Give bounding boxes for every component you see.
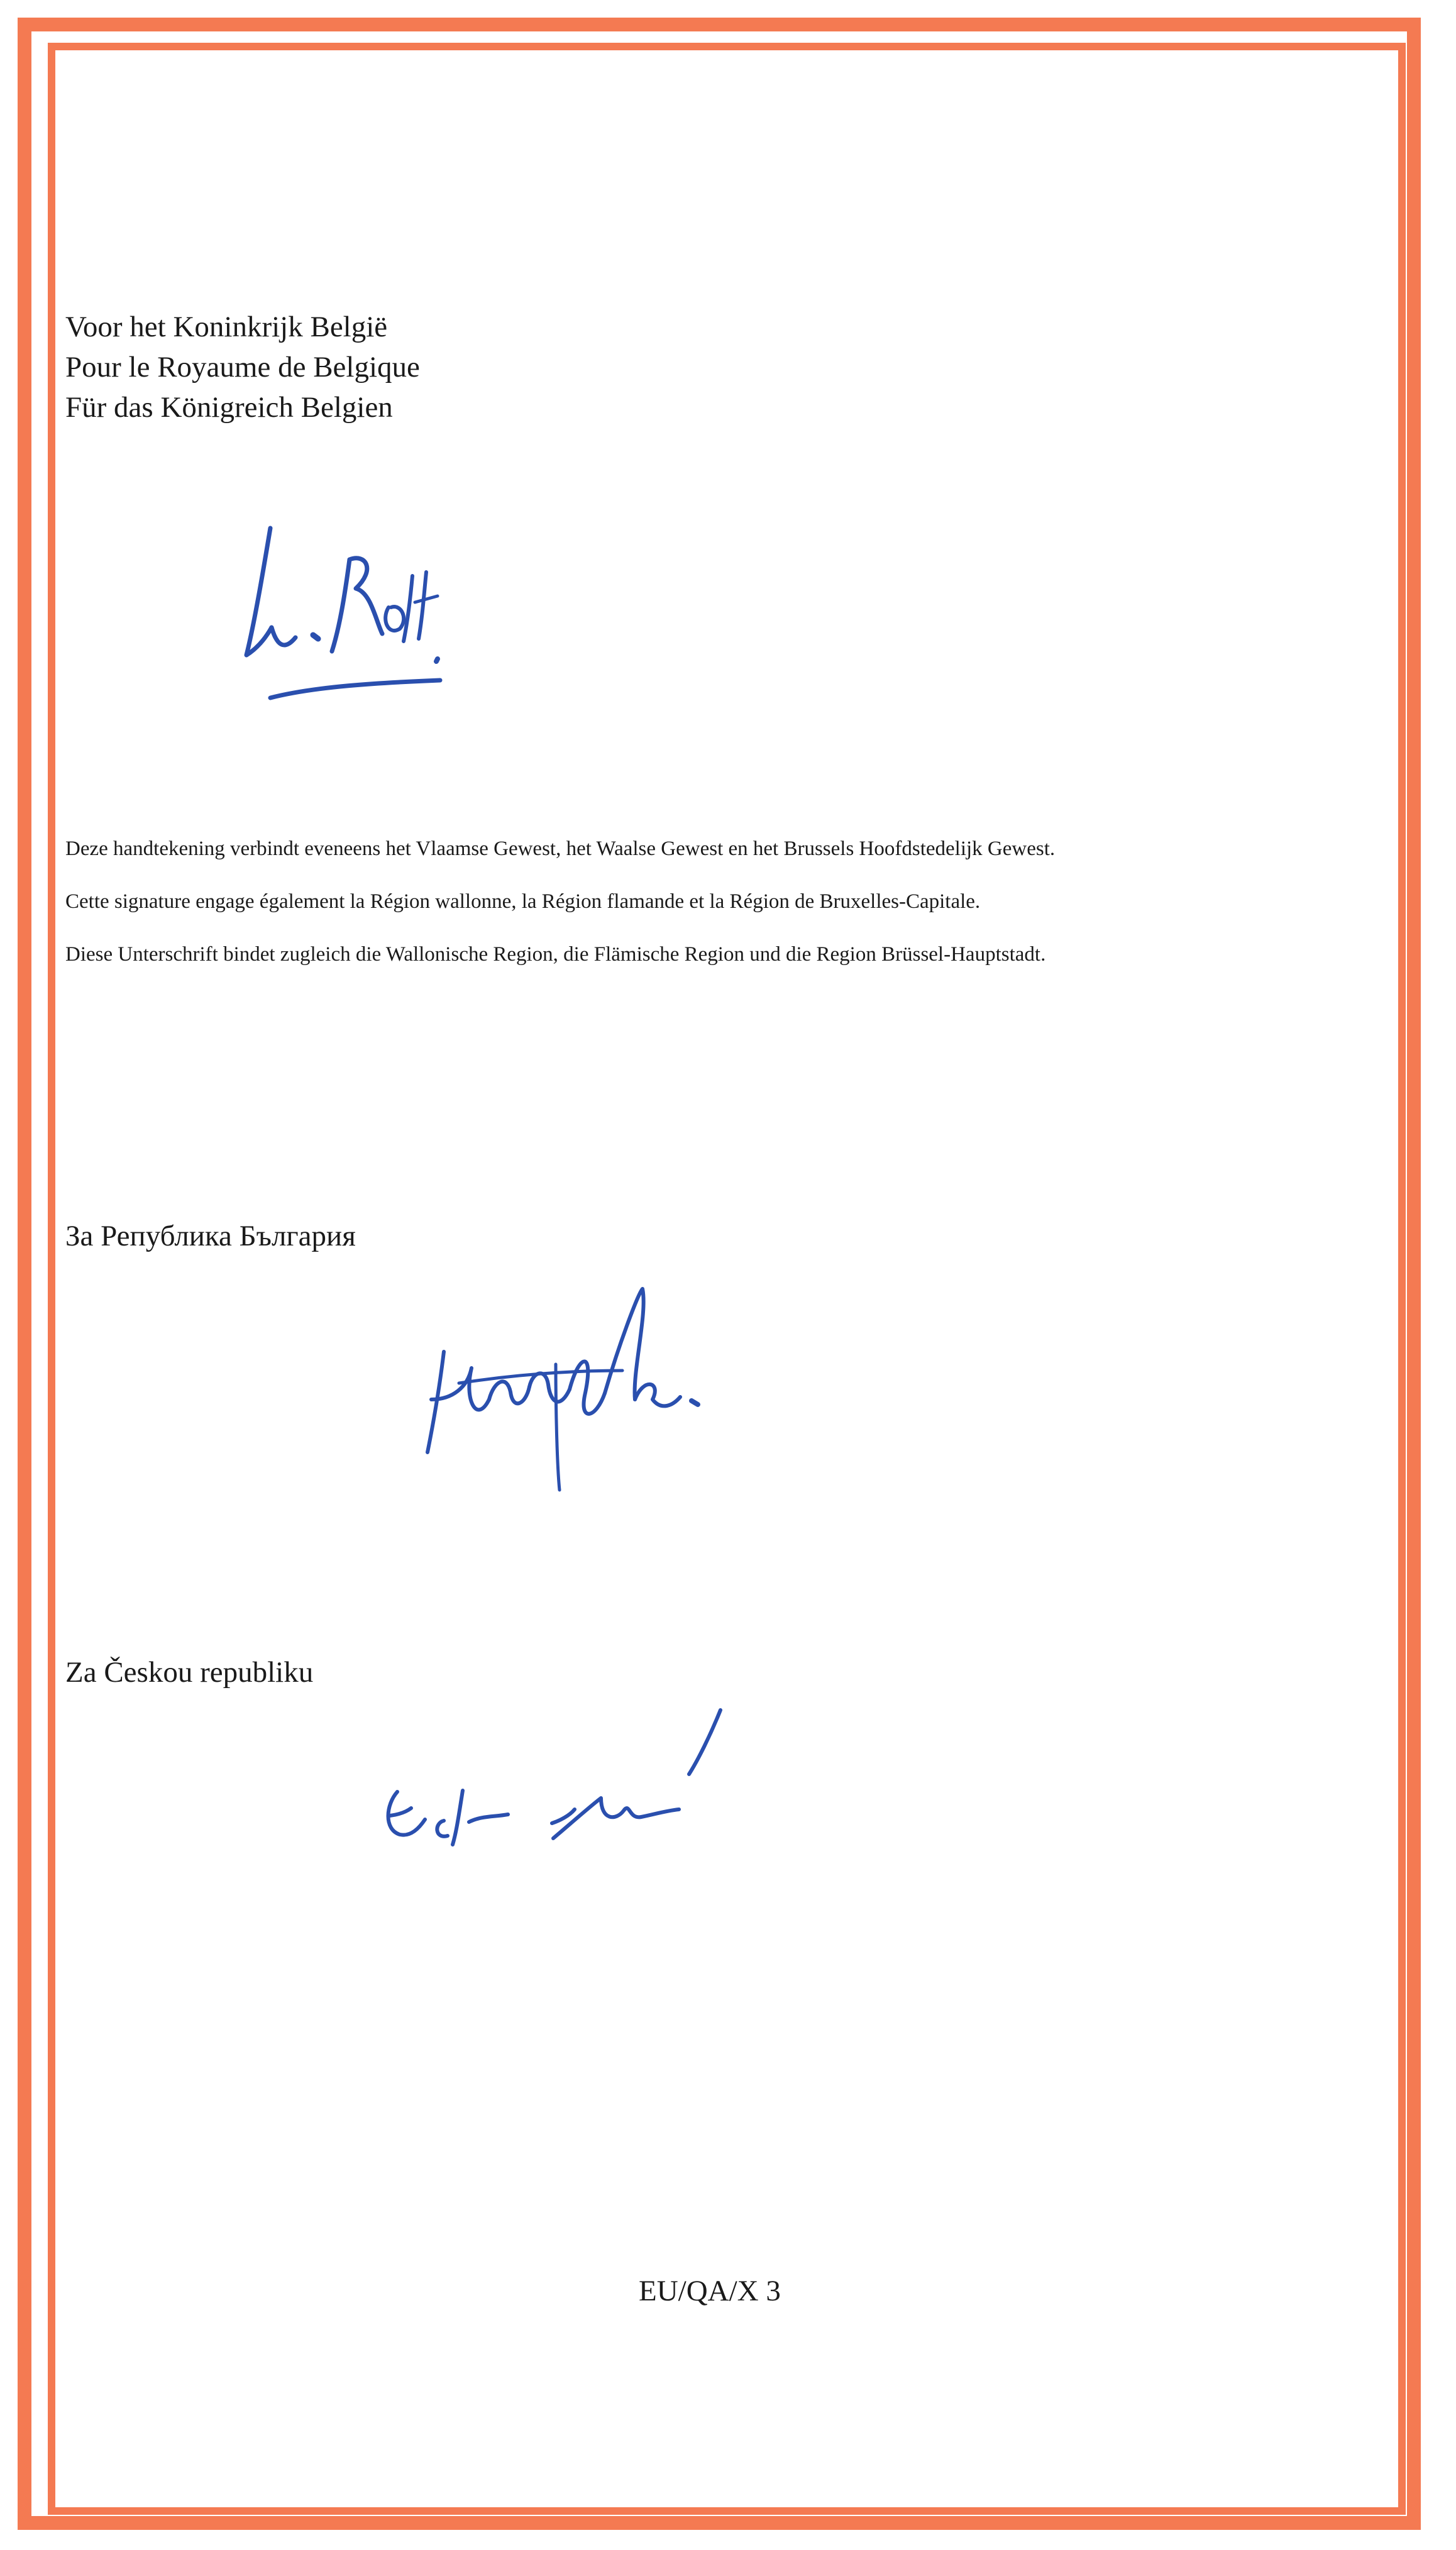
belgium-label-de: Für das Königreich Belgien <box>65 391 393 424</box>
czech-label: Za Českou republiku <box>65 1656 314 1689</box>
region-note-fr: Cette signature engage également la Région wallonne, la Région flamande et la Région de Bruxelles-Capitale. <box>65 890 981 913</box>
belgium-label-fr: Pour le Royaume de Belgique <box>65 351 420 384</box>
bulgaria-signature <box>415 1276 742 1503</box>
region-note-de: Diese Unterschrift bindet zugleich die Wallonische Region, die Flämische Region und die Region Brüssel-Hauptstadt. <box>65 943 1046 966</box>
bulgaria-label: За Република България <box>65 1220 356 1252</box>
document-reference: EU/QA/X 3 <box>639 2275 781 2307</box>
belgium-signature <box>226 516 516 717</box>
belgium-label-nl: Voor het Koninkrijk België <box>65 311 388 343</box>
czech-signature <box>365 1697 742 1886</box>
region-note-nl: Deze handtekening verbindt eveneens het Vlaamse Gewest, het Waalse Gewest en het Brussels Hoofdstedelijk Gewest. <box>65 837 1056 860</box>
